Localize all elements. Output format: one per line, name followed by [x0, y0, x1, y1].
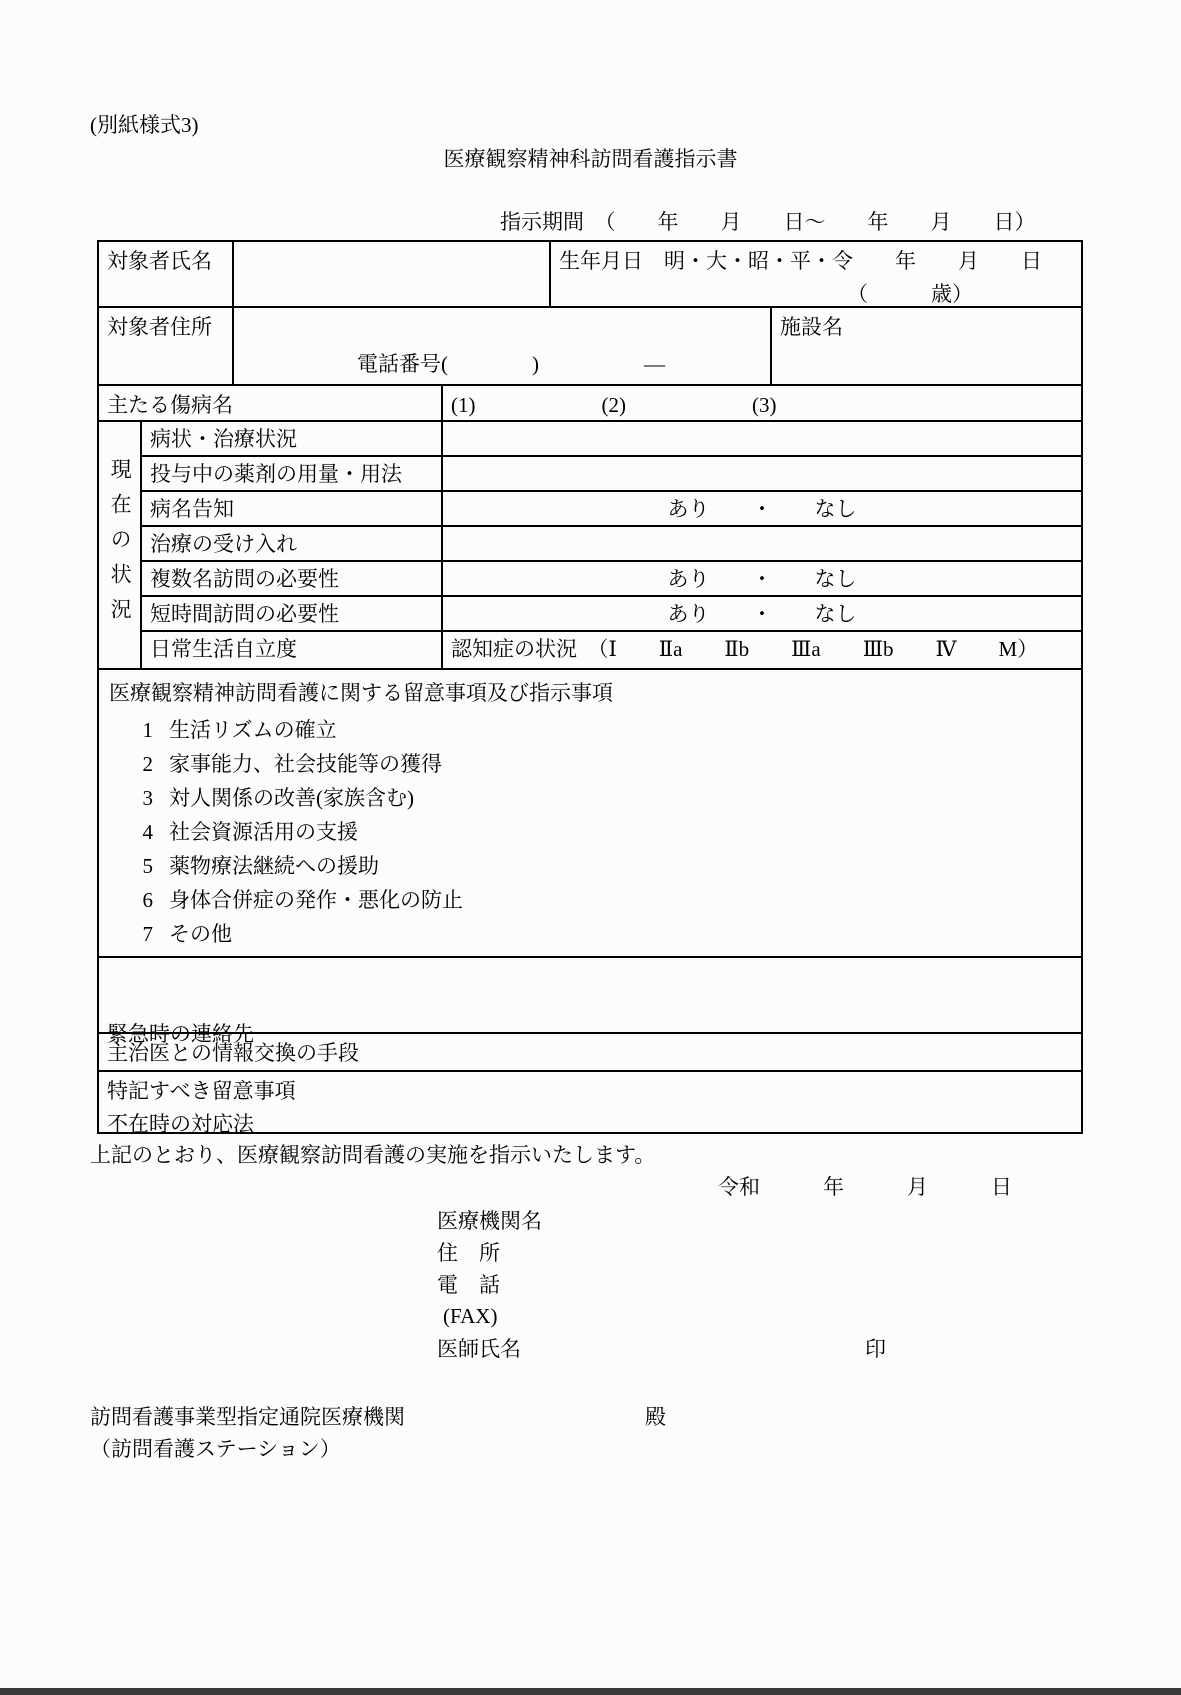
- current-status-rows: [142, 422, 1081, 668]
- subject-name-field: [234, 242, 551, 306]
- instruction-item-number: 7: [142, 922, 153, 947]
- instruction-item-number: 6: [142, 888, 153, 913]
- page-title: 医療観察精神科訪問看護指示書: [443, 147, 738, 171]
- medical-institution-label: 医療機関名: [437, 1209, 542, 1233]
- instruction-item: [139, 921, 1071, 947]
- status-label: 病状・治療状況: [142, 422, 443, 455]
- status-row-medication: [142, 457, 1081, 492]
- status-row-acceptance: [142, 527, 1081, 562]
- status-value: 認知症の状況 （Ⅰ Ⅱa Ⅱb Ⅲa Ⅲb Ⅳ M）: [451, 637, 1039, 661]
- status-row-short-visits: [142, 597, 1081, 632]
- instruction-item-number: 1: [142, 718, 153, 743]
- subject-address-label: 対象者住所: [99, 308, 234, 384]
- main-disease-label: 主たる傷病名: [99, 386, 443, 420]
- special-notes-section: [99, 1072, 1081, 1132]
- instruction-item: [139, 853, 1071, 879]
- status-row-disclosure: [142, 492, 1081, 527]
- main-disease-value: (1) (2) (3): [451, 393, 777, 417]
- phone-number-line: 電話番号( ) ―: [357, 351, 665, 376]
- status-value: あり ・ なし: [667, 602, 857, 626]
- birth-date-line: 生年月日 明・大・昭・平・令 年 月 日: [559, 249, 1042, 273]
- status-label: 治療の受け入れ: [142, 527, 443, 560]
- form-note: (別紙様式3): [90, 113, 199, 137]
- instruction-item-number: 5: [142, 854, 153, 879]
- status-value: あり ・ なし: [667, 497, 857, 521]
- instruction-item-text: 家事能力、社会技能等の獲得: [169, 752, 442, 777]
- instruction-item-text: 薬物療法継続への援助: [169, 854, 379, 879]
- instruction-item: [139, 717, 1071, 743]
- facility-name-label: 施設名: [780, 315, 843, 339]
- row-subject-address: [99, 308, 1081, 386]
- facility-name-cell: [772, 308, 1081, 384]
- recipient-line: 訪問看護事業型指定通院医療機関: [90, 1405, 405, 1429]
- current-status-section: [99, 422, 1081, 670]
- institution-fax-label: (FAX): [443, 1304, 498, 1328]
- age-line: （ 歳）: [847, 282, 973, 307]
- subject-name-label: 対象者氏名: [99, 242, 234, 306]
- instructions-header: 医療観察精神訪問看護に関する留意事項及び指示事項: [109, 681, 613, 705]
- reiwa-date-line: 令和 年 月 日: [718, 1175, 1012, 1199]
- doctor-name-label: 医師氏名: [437, 1337, 521, 1361]
- instruction-item-text: 社会資源活用の支援: [169, 820, 358, 845]
- exchange-section: [99, 1034, 1081, 1072]
- institution-address-label: 住 所: [437, 1241, 500, 1265]
- instructions-section: [99, 670, 1081, 958]
- institution-phone-label: 電 話: [437, 1273, 500, 1297]
- current-status-vertical-label: 現在の状況: [99, 422, 142, 668]
- instructions-cell: [99, 670, 1081, 956]
- instruction-item: [139, 819, 1071, 845]
- instruction-item-text: 対人関係の改善(家族含む): [169, 786, 414, 811]
- subject-address-field: [234, 308, 772, 384]
- birth-date-cell: [551, 242, 1081, 306]
- instruction-item: [139, 785, 1071, 811]
- absence-response-label: 不在時の対応法: [107, 1112, 254, 1137]
- closing-statement: 上記のとおり、医療観察訪問看護の実施を指示いたします。: [90, 1143, 656, 1167]
- status-row-independence: [142, 632, 1081, 668]
- instruction-period-line: 指示期間 （ 年 月 日～ 年 月 日）: [500, 210, 1036, 234]
- status-label: 病名告知: [142, 492, 443, 525]
- instruction-item-number: 4: [142, 820, 153, 845]
- status-label: 日常生活自立度: [142, 632, 443, 668]
- scan-edge-artifact: [0, 1688, 1181, 1695]
- status-value: [443, 527, 1081, 560]
- instruction-item-text: 身体合併症の発作・悪化の防止: [169, 888, 463, 913]
- instruction-item: [139, 751, 1071, 777]
- instruction-item-number: 3: [142, 786, 153, 811]
- form-table: [97, 240, 1083, 1137]
- seal-mark: 印: [865, 1337, 886, 1361]
- instruction-item: [139, 887, 1071, 913]
- status-row-condition: [142, 422, 1081, 457]
- instruction-item-text: 生活リズムの確立: [169, 718, 337, 743]
- status-label: 複数名訪問の必要性: [142, 562, 443, 595]
- station-line: （訪問看護ステーション）: [90, 1437, 341, 1461]
- special-notes-label: 特記すべき留意事項: [107, 1079, 296, 1103]
- status-row-multiple-visits: [142, 562, 1081, 597]
- status-label: 短時間訪問の必要性: [142, 597, 443, 630]
- exchange-label: 主治医との情報交換の手段: [107, 1041, 359, 1065]
- status-value: [443, 457, 1081, 490]
- emergency-contact-label: 緊急時の連絡先: [107, 1021, 254, 1046]
- row-main-disease: [99, 386, 1081, 422]
- recipient-honorific: 殿: [645, 1405, 666, 1429]
- instruction-item-text: その他: [169, 922, 232, 947]
- instruction-item-number: 2: [142, 752, 153, 777]
- status-value: [443, 422, 1081, 455]
- status-value: あり ・ なし: [667, 567, 857, 591]
- status-label: 投与中の薬剤の用量・用法: [142, 457, 443, 490]
- row-subject-name: [99, 242, 1081, 308]
